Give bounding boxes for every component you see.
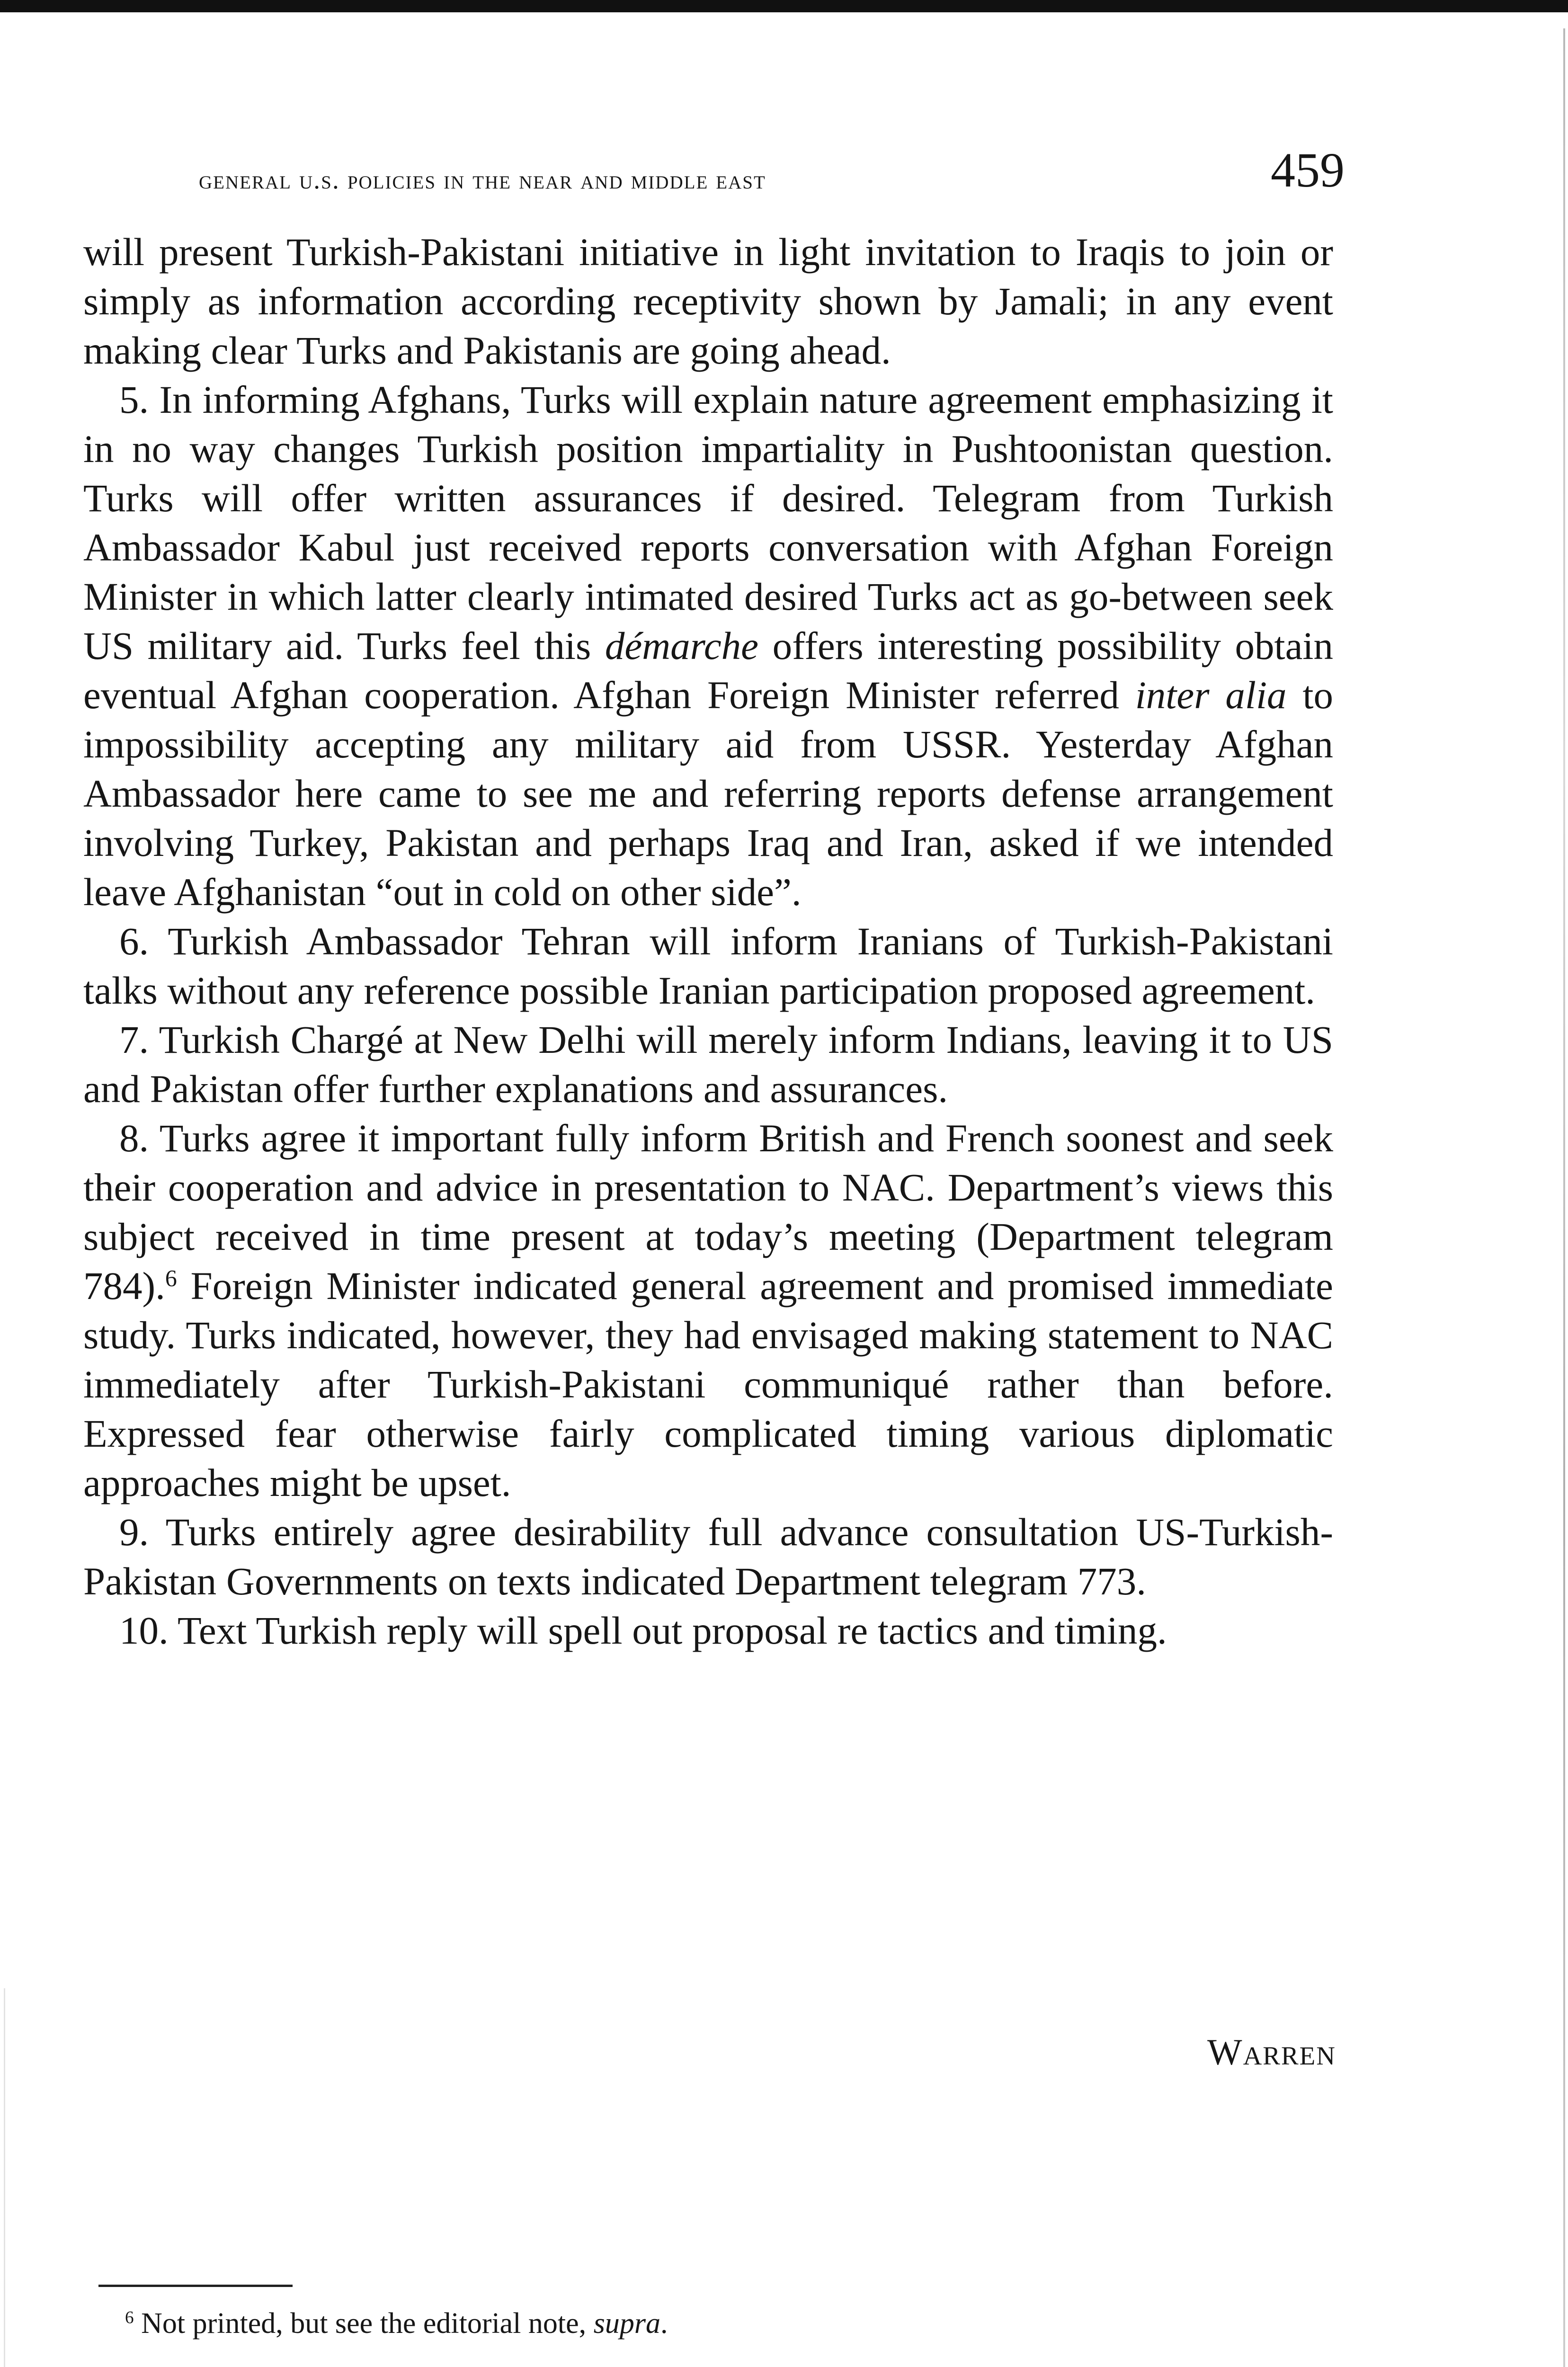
footnote-divider — [98, 2285, 293, 2287]
paragraph-7: 7. Turkish Chargé at New Delhi will merely inform Indians, leaving it to US and Pakistan offer further explanations and assurances. — [83, 1018, 1333, 1111]
paragraph-5-text-c: to impossibility accepting any military aid from USSR. Yesterday Afghan Ambassador here came to see me and referring reports defense arrangement involving Turkey, Pakistan and perhaps Iraq and Iran, asked if we intended leave Afghanistan “out in cold on other side”. — [83, 673, 1333, 914]
paragraph-5-text-a: 5. In informing Afghans, Turks will explain nature agreement emphasizing it in no way changes Turkish position impartiality in Pushtoonistan question. Turks will offer written assurances if desired. Telegram from Turkish Ambassador Kabul just received reports conversation with Afghan Foreign Minister in which latter clearly intimated desired Turks act as go-between seek US military aid. Turks feel this — [83, 378, 1333, 667]
footnote-6 — [125, 2305, 668, 2342]
footnote-text: Not printed, but see the editorial note, — [134, 2307, 594, 2340]
paragraph-8 — [83, 1113, 1333, 1507]
running-head: general u.s. policies in the near and middle east — [199, 165, 766, 195]
paragraph-8-text-b: Foreign Minister indicated general agreement and promised immediate study. Turks indicated, however, they had envisaged making statement to NAC immediately after Turkish-Pakistani communiqué rather than before. Expressed fear otherwise fairly complicated timing various diplomatic approaches might be upset. — [83, 1264, 1333, 1504]
signature-warren: Warren — [1207, 2031, 1336, 2073]
document-body — [83, 227, 1333, 1655]
paragraph-5-emphasis-inter-alia: inter alia — [1135, 673, 1287, 717]
paragraph-6: 6. Turkish Ambassador Tehran will inform Iranians of Turkish-Pakistani talks without any reference possible Iranian participation proposed agreement. — [83, 919, 1333, 1012]
footnote-reference-6[interactable]: 6 — [165, 1265, 177, 1291]
paragraph-5 — [83, 375, 1333, 917]
footnote-end: . — [660, 2307, 668, 2340]
paragraph-9: 9. Turks entirely agree desirability full advance consultation US-Turkish-Pakistan Governments on texts indicated Department telegram 773. — [83, 1510, 1333, 1603]
scan-right-edge — [1563, 28, 1565, 2367]
page-header — [199, 142, 1345, 204]
footnote-marker: 6 — [125, 2308, 134, 2328]
scan-top-edge — [0, 0, 1568, 12]
paragraph-5-text-b: offers interesting possibility obtain eventual Afghan cooperation. Afghan Foreign Minister referred — [83, 624, 1333, 717]
paragraph-5-emphasis-demarche: démarche — [605, 624, 759, 667]
footnote-emphasis-supra: supra — [593, 2307, 660, 2340]
page-number: 459 — [1271, 143, 1345, 197]
paragraph-8-text-a: 8. Turks agree it important fully inform British and French soonest and seek their cooperation and advice in presentation to NAC. Department’s views this subject received in time present at today’s meeting (Department telegram 784). — [83, 1116, 1333, 1308]
paragraph-continued: will present Turkish-Pakistani initiative in light invitation to Iraqis to join or simply as information according receptivity shown by Jamali; in any event making clear Turks and Pakistanis are going ahead. — [83, 230, 1333, 372]
paragraph-10: 10. Text Turkish reply will spell out proposal re tactics and timing. — [119, 1609, 1167, 1652]
scan-left-edge — [4, 1988, 5, 2367]
